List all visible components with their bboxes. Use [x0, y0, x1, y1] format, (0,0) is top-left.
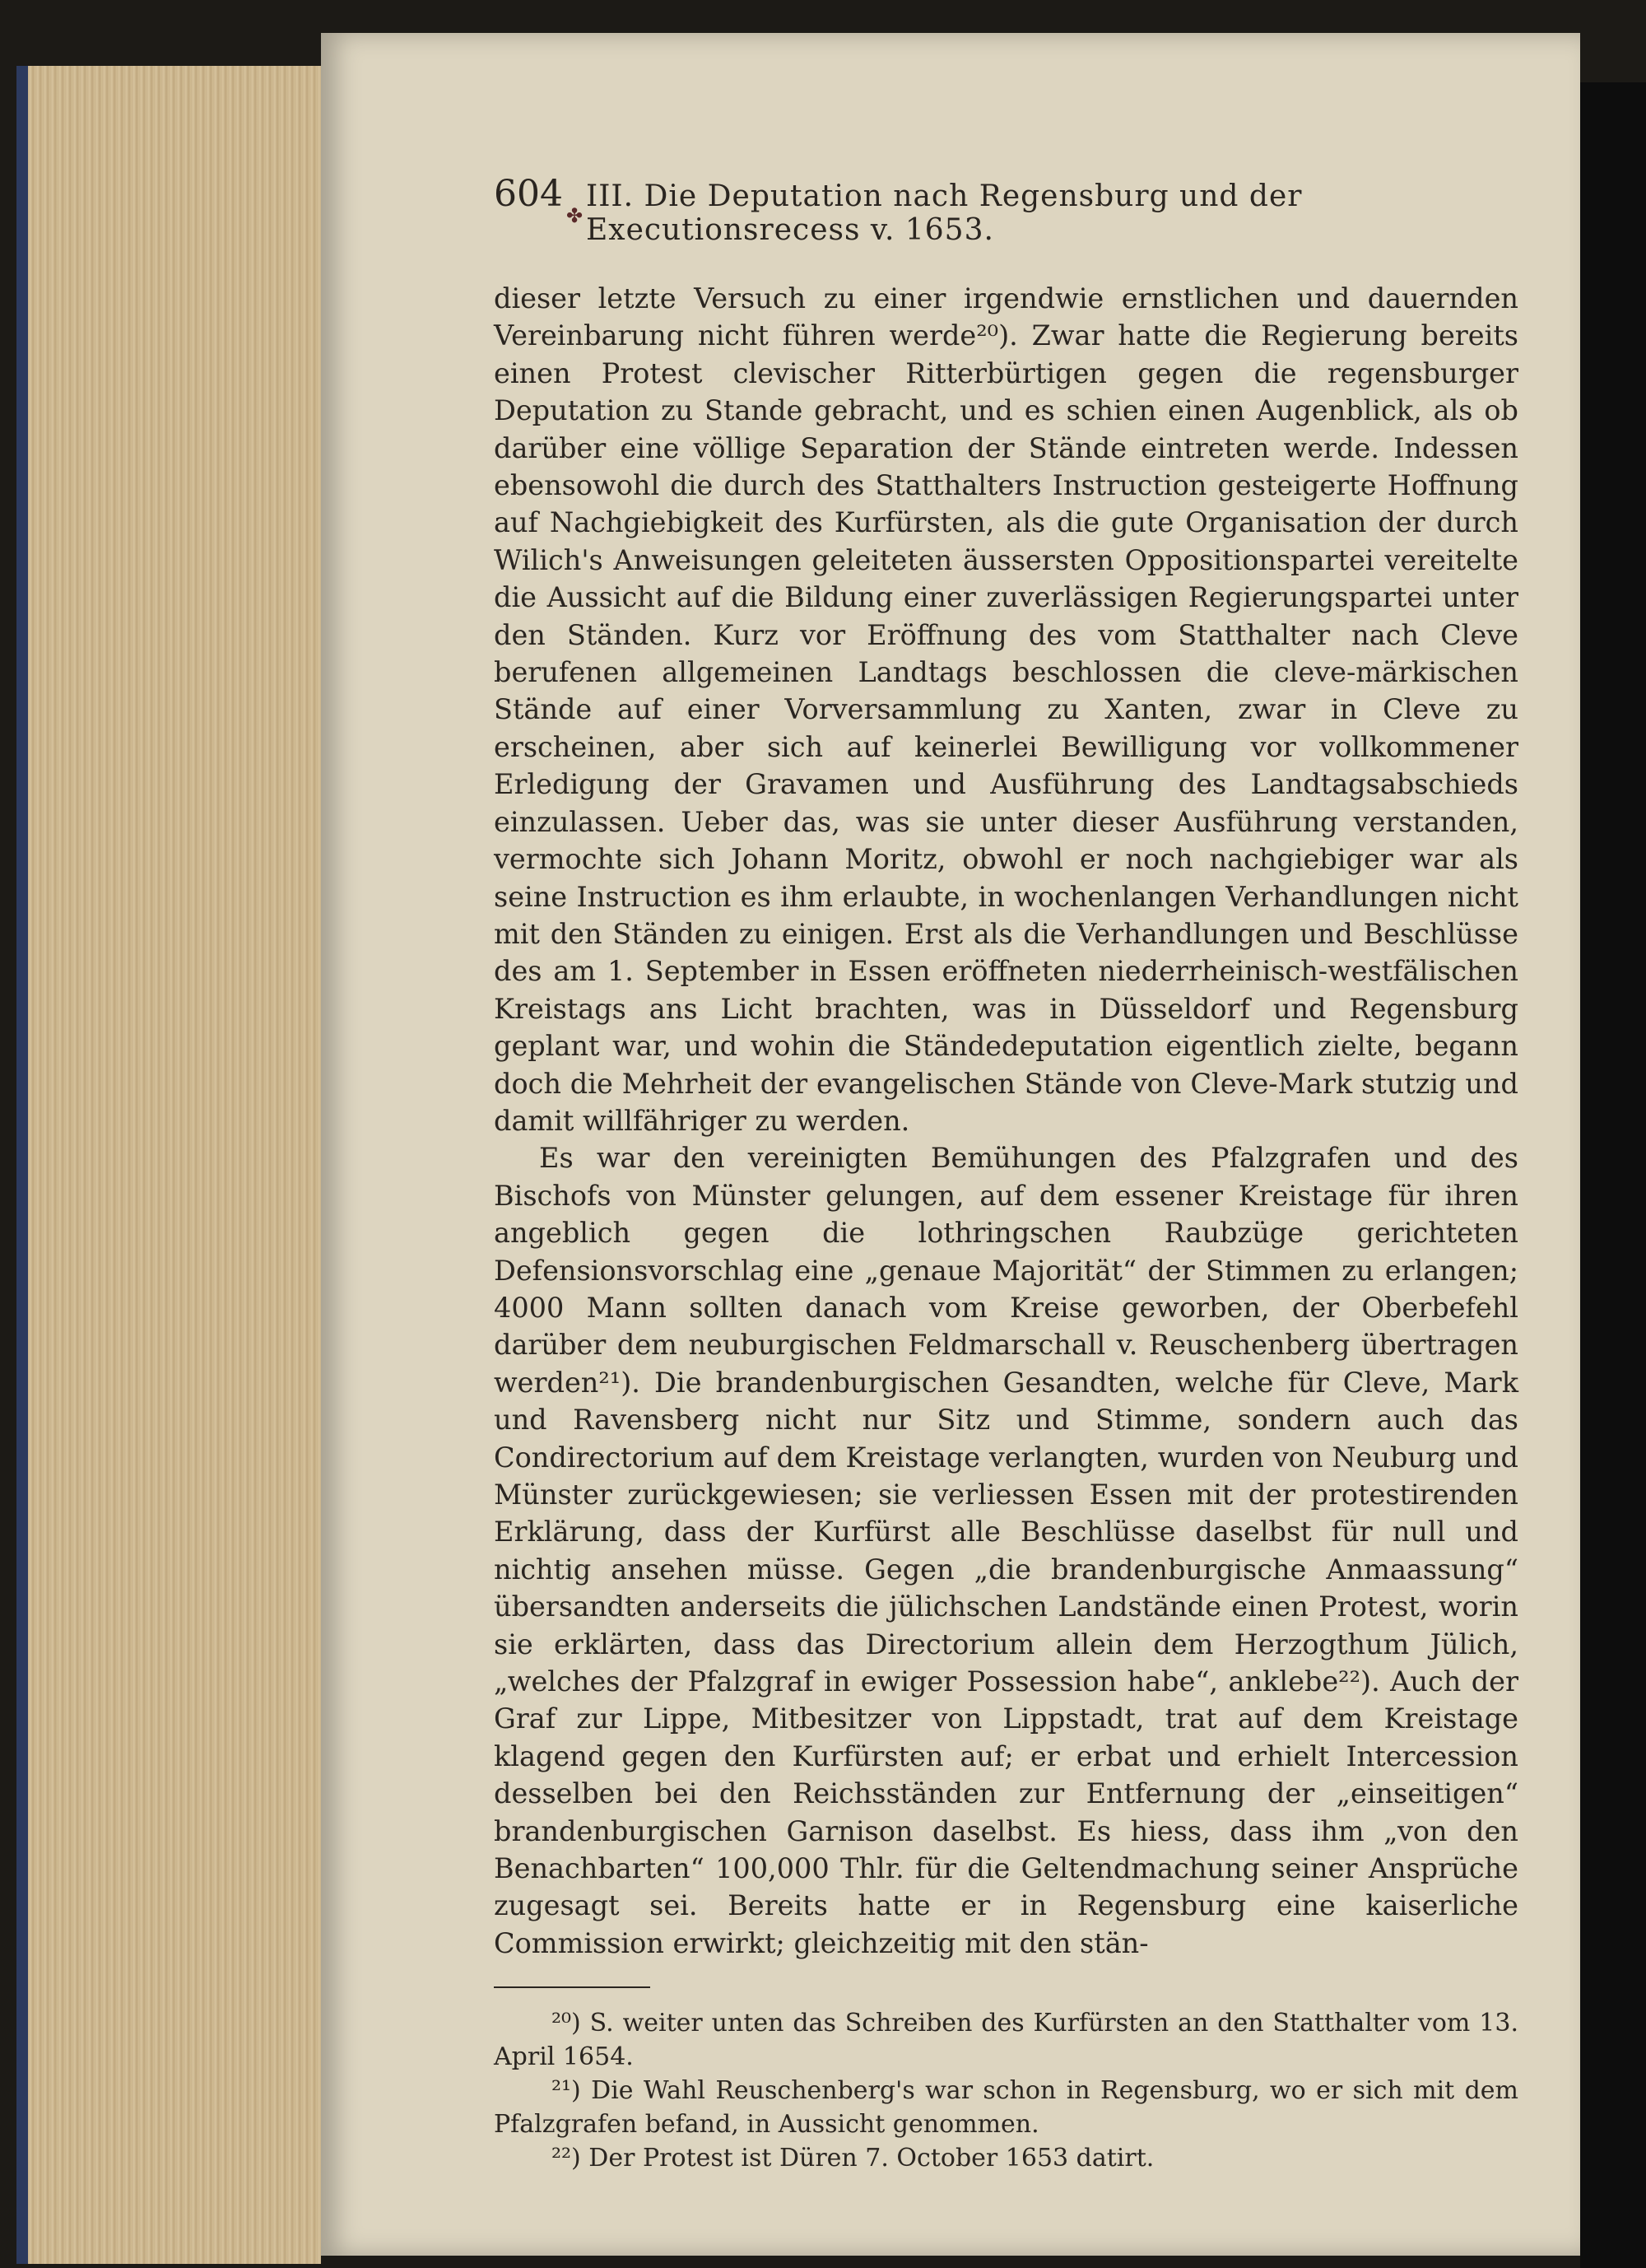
stamp-ornament-icon: ✤ — [566, 204, 584, 227]
running-title: III. Die Deputation nach Regensburg und der Executionsrecess v. 1653. — [585, 179, 1303, 247]
footnote: ²⁰) S. weiter unten das Schreiben des Kurfürsten an den Statthalter vom 13. April 1654. — [494, 2009, 1518, 2072]
page-number: 604 — [494, 173, 563, 215]
book-page-edges — [16, 66, 321, 2264]
paragraph: dieser letzte Versuch zu einer irgendwie ernstlichen und dauernden Vereinbarung nicht führen werde²⁰). Zwar hatte die Regierung bereits einen Protest clevischer Ritterbürtigen gegen die regensburger Deputation zu Stande gebracht, und es schien einen Augenblick, als ob darüber eine völlige Separation der Stände eintreten werde. Indessen ebensowohl die durch des Statthalters Instruction gesteigerte Hoffnung auf Nachgiebigkeit des Kurfürsten, als die gute Organisation der durch Wilich's Anweisungen geleiteten äussersten Oppositionspartei vereitelte die Aussicht auf die Bildung einer zuverlässigen Regierungspartei unter den Ständen. Kurz vor Eröffnung des vom Statthalter nach Cleve berufenen allgemeinen Landtags beschlossen die cleve-märkischen Stände auf einer Vorversammlung zu Xanten, zwar in Cleve zu erscheinen, aber sich auf keinerlei Bewilligung vor vollkommener Erledigung der Gravamen und Ausführung des Landtagsabschieds einzulassen. Ueber das, was sie unter dieser Ausführung verstanden, vermochte sich Johann Moritz, obwohl er noch nachgiebiger war als seine Instruction es ihm erlaubte, in wochenlangen Verhandlungen nicht mit den Ständen zu einigen. Erst als die Verhandlungen und Beschlüsse des am 1. September in Essen eröffneten niederrheinisch-westfälischen Kreistags ans Licht brachten, was in Düsseldorf und Regensburg geplant war, und wohin die Ständedeputation eigentlich zielte, begann doch die Mehrheit der evangelischen Stände von Cleve-Mark stutzig und damit willfähriger zu werden. — [494, 282, 1518, 1137]
paragraph: Es war den vereinigten Bemühungen des Pfalzgrafen und des Bischofs von Münster gelungen, auf dem essener Kreistage für ihren angeblich gegen die lothringschen Raubzüge gerichteten Defensionsvorschlag eine „genaue Majorität“ der Stimmen zu erlangen; 4000 Mann sollten danach vom Kreise geworben, der Oberbefehl darüber dem neuburgischen Feldmarschall v. Reuschenberg übertragen werden²¹). Die brandenburgischen Gesandten, welche für Cleve, Mark und Ravensberg nicht nur Sitz und Stimme, sondern auch das Condirectorium auf dem Kreistage verlangten, wurden von Neuburg und Münster zurückgewiesen; sie verliessen Essen mit der protestirenden Erklärung, dass der Kurfürst alle Beschlüsse daselbst für null und nichtig ansehen müsse. Gegen „die brandenburgische Anmaassung“ übersandten anderseits die jülichschen Landstände einen Protest, worin sie erklärten, dass das Directorium allein dem Herzogthum Jülich, „welches der Pfalzgraf in ewiger Possession habe“, anklebe²²). Auch der Graf zur Lippe, Mitbesitzer von Lippstadt, trat auf dem Kreistage klagend gegen den Kurfürsten auf; er erbat und erhielt Intercession desselben bei den Reichsständen zur Entfernung der „einseitigen“ brandenburgischen Garnison daselbst. Es hiess, dass ihm „von den Benachbarten“ 100,000 Thlr. für die Geltendmachung seiner Ansprüche zugesagt sei. Bereits hatte er in Regensburg eine kaiserliche Commission erwirkt; gleichzeitig mit den stän- — [494, 1142, 1518, 1959]
running-header — [494, 173, 1518, 247]
footnote: ²²) Der Protest ist Düren 7. October 1653 datirt. — [551, 2144, 1155, 2173]
body-text — [494, 280, 1518, 1962]
footnote: ²¹) Die Wahl Reuschenberg's war schon in Regensburg, wo er sich mit dem Pfalzgrafen befand, in Aussicht genommen. — [494, 2076, 1518, 2140]
footnote-rule — [494, 1986, 650, 1988]
footnotes — [494, 2006, 1518, 2175]
scan-border — [1580, 82, 1646, 2268]
page-content — [494, 173, 1518, 2175]
